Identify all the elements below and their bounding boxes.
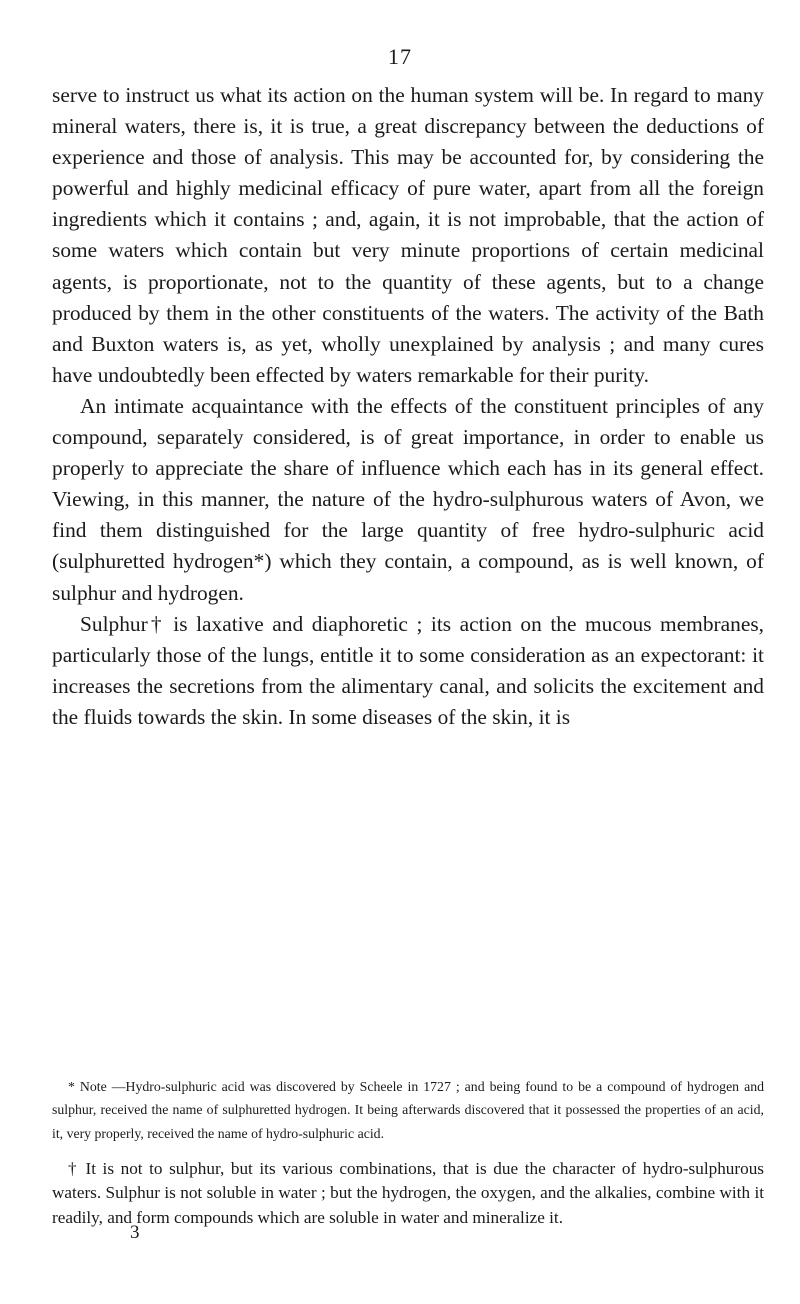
paragraph-3: Sulphur† is laxative and diaphoretic ; its action on the mucous membranes, particularly those of the lungs, entitle it to some consideration as an expectorant: it increases the secretions from the alimentary canal, and solicits the excitement and the fluids towards the skin. In some diseases of the skin, it is (52, 611, 764, 729)
page-number: 17 (388, 44, 412, 69)
signature-mark: 3 (130, 1222, 140, 1243)
footnote-sulphur: † It is not to sulphur, but its various combinations, that is due the character of hydro-sulphurous waters. Sulphur is not soluble in water ; but the hydrogen, the oxygen, and the alkalies, combine with it readily, and form compounds which are soluble in water and mineralize it. (52, 1158, 764, 1227)
footnote-hydro-sulphuric-acid: * Note —Hydro-sulphuric acid was discovered by Scheele in 1727 ; and being found to be a compound of hydrogen and sulphur, received the name of sulphuretted hydrogen. It being afterwards discovered that it possessed the properties of an acid, it, very properly, received the name of hydro-sulphuric acid. (52, 1079, 764, 1141)
body-text (52, 80, 764, 733)
paragraph-2: An intimate acquaintance with the effects of the constituent principles of any compound, separately considered, is of great importance, in order to enable us properly to appreciate the share of influence which each has in its general effect. Viewing, in this manner, the nature of the hydro-sulphurous waters of Avon, we find them distinguished for the large quantity of free hydro-sulphuric acid (sulphuretted hydrogen*) which they contain, a compound, as is well known, of sulphur and hydrogen. (52, 393, 764, 605)
footnotes (52, 1075, 764, 1230)
paragraph-1: serve to instruct us what its action on the human system will be. In regard to many mineral waters, there is, it is true, a great discrepancy between the deductions of experience and those of analysis. This may be accounted for, by considering the powerful and highly medicinal efficacy of pure water, apart from all the foreign ingredients which it contains ; and, again, it is not improbable, that the action of some waters which contain but very minute proportions of certain medicinal agents, is proportionate, not to the quantity of these agents, but to a change produced by them in the other constituents of the waters. The activity of the Bath and Buxton waters is, as yet, wholly unexplained by analysis ; and many cures have undoubtedly been effected by waters remarkable for their purity. (52, 83, 764, 387)
